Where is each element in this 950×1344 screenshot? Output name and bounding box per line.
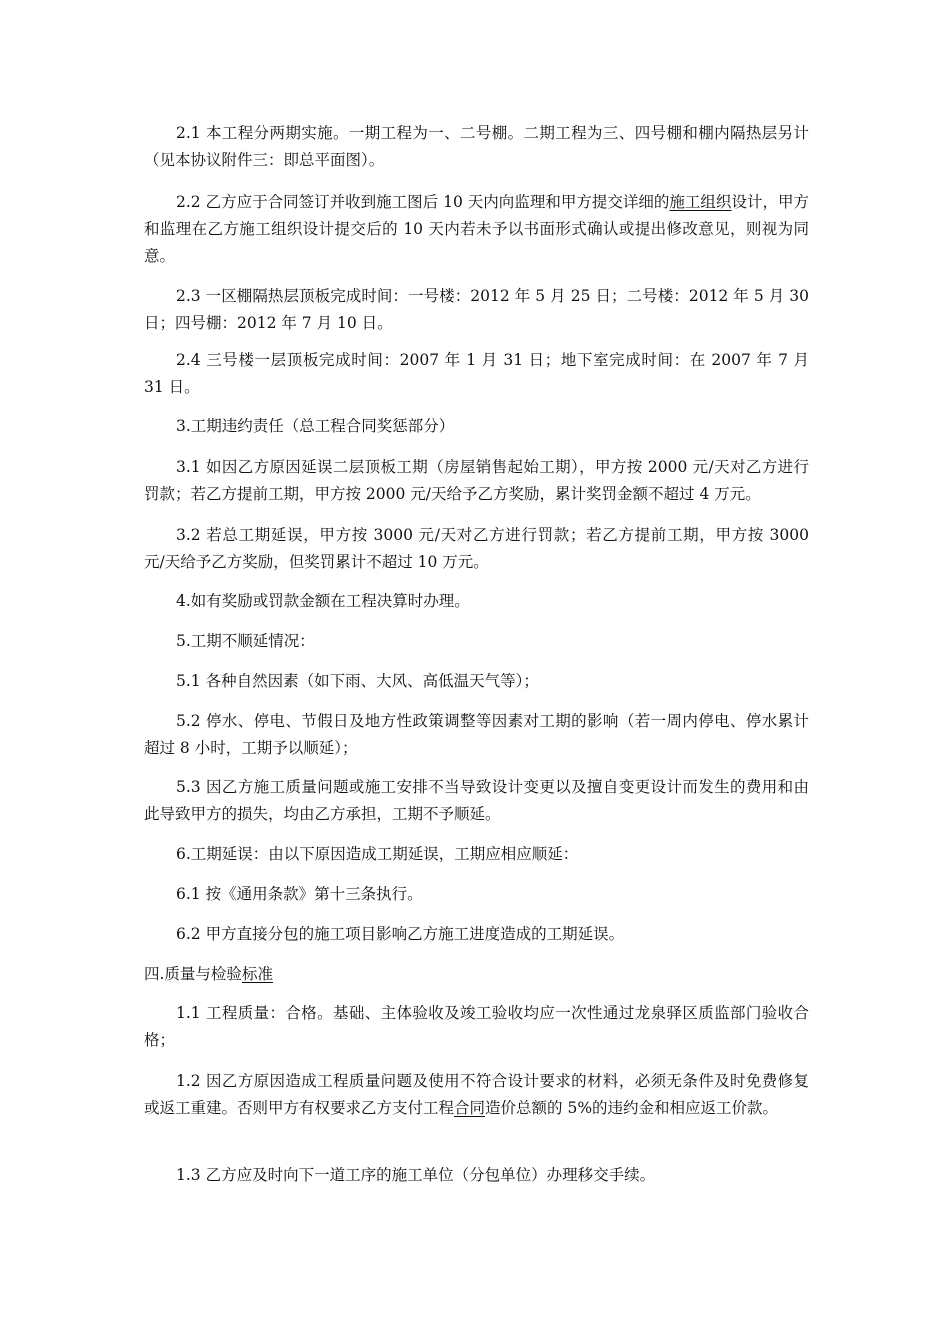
- clause-6-2: 6.2 甲方直接分包的施工项目影响乙方施工进度造成的工期延误。: [176, 925, 625, 943]
- clause-4: 4.如有奖励或罚款金额在工程决算时办理。: [176, 592, 470, 610]
- clause-2-1: 2.1 本工程分两期实施。一期工程为一、二号棚。二期工程为三、四号棚和棚内隔热层另计（见本协议附件三：即总平面图）。: [144, 124, 809, 169]
- quality-clause-1-2-part-b: 造价总额的 5%的违约金和相应返工价款。: [485, 1099, 779, 1117]
- clause-5-1: 5.1 各种自然因素（如下雨、大风、高低温天气等）；: [176, 672, 539, 690]
- clause-2-2-underlined: 施工组织: [669, 193, 732, 211]
- clause-6-1: 6.1 按《通用条款》第十三条执行。: [176, 885, 423, 903]
- clause-5-2: 5.2 停水、停电、节假日及地方性政策调整等因素对工期的影响（若一周内停电、停水累计超过 8 小时，工期予以顺延）；: [144, 712, 809, 757]
- clause-6-heading: 6.工期延误：由以下原因造成工期延误，工期应相应顺延：: [176, 845, 579, 863]
- quality-clause-1-1: 1.1 工程质量：合格。基础、主体验收及竣工验收均应一次性通过龙泉驿区质监部门验收合格；: [144, 1004, 809, 1049]
- section-4-heading-underlined: 标准: [241, 965, 273, 983]
- clause-3-1: 3.1 如因乙方原因延误二层顶板工期（房屋销售起始工期），甲方按 2000 元/天对乙方进行罚款；若乙方提前工期，甲方按 2000 元/天给予乙方奖励，累计奖罚金额不超过 4 万元。: [144, 458, 809, 503]
- clause-3-heading: 3.工期违约责任（总工程合同奖惩部分）: [176, 417, 455, 435]
- quality-clause-1-2-underlined: 合同: [454, 1099, 486, 1117]
- clause-2-3: 2.3 一区棚隔热层顶板完成时间：一号楼：2012 年 5 月 25 日；二号楼：2012 年 5 月 30 日；四号棚：2012 年 7 月 10 日。: [144, 287, 809, 332]
- clause-2-2-part-a: 2.2 乙方应于合同签订并收到施工图后 10 天内向监理和甲方提交详细的: [176, 193, 670, 211]
- clause-2-2-part-b: 设计，甲方和监理在乙方施工组织设计提交后的 10 天内若未予以书面形式确认或提出修改意见，则视为同意。: [144, 193, 809, 265]
- section-4-heading-text: 四.质量与检验: [144, 965, 242, 983]
- clause-3-2: 3.2 若总工期延误，甲方按 3000 元/天对乙方进行罚款；若乙方提前工期，甲方按 3000 元/天给予乙方奖励，但奖罚累计不超过 10 万元。: [144, 526, 809, 571]
- quality-clause-1-2-part-a: 1.2 因乙方原因造成工程质量问题及使用不符合设计要求的材料，必须无条件及时免费修复或返工重建。否则甲方有权要求乙方支付工程: [144, 1072, 809, 1117]
- clause-2-4: 2.4 三号楼一层顶板完成时间：2007 年 1 月 31 日；地下室完成时间：在 2007 年 7 月 31 日。: [144, 351, 809, 396]
- clause-2-2: [144, 189, 809, 270]
- clause-5-heading: 5.工期不顺延情况：: [176, 632, 315, 650]
- clause-5-3: 5.3 因乙方施工质量问题或施工安排不当导致设计变更以及擅自变更设计而发生的费用和由此导致甲方的损失，均由乙方承担，工期不予顺延。: [144, 778, 809, 823]
- quality-clause-1-3: 1.3 乙方应及时向下一道工序的施工单位（分包单位）办理移交手续。: [176, 1166, 656, 1184]
- section-4-heading: [144, 961, 809, 988]
- quality-clause-1-2: [144, 1068, 809, 1122]
